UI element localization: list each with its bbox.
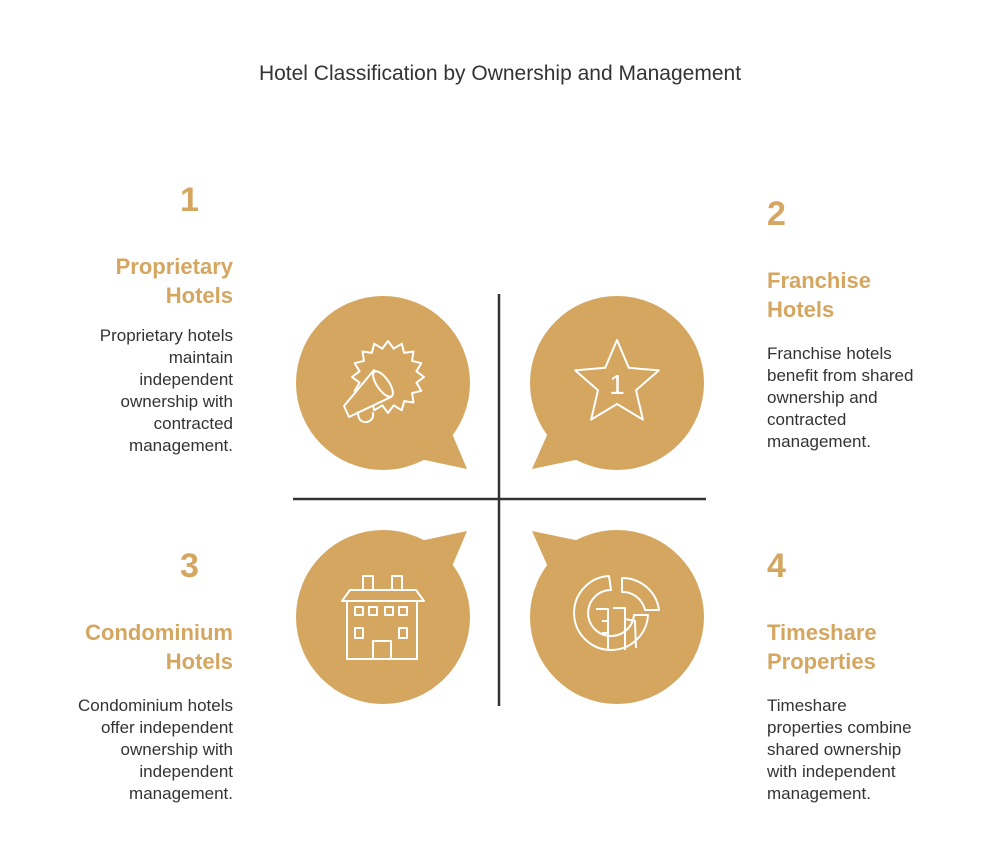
description-line: benefit from shared <box>767 366 914 385</box>
quadrant-3-heading-line-2: Hotels <box>165 649 233 674</box>
quadrant-1-heading <box>60 252 233 310</box>
description-line: Franchise hotels <box>767 344 892 363</box>
quadrant-3-description <box>30 695 233 805</box>
quadrant-4-heading <box>767 618 967 676</box>
svg-text:1: 1 <box>609 369 625 400</box>
quadrant-1-heading-line-2: Hotels <box>165 283 233 308</box>
quadrant-4-number: 4 <box>767 547 786 585</box>
description-line: management. <box>129 436 233 455</box>
quadrant-2-heading-line-2: Hotels <box>767 297 835 322</box>
quadrant-2-heading <box>767 266 967 324</box>
quadrant-3-number: 3 <box>180 547 199 585</box>
description-line: ownership with <box>120 740 233 759</box>
description-line: contracted <box>767 410 847 429</box>
description-line: Proprietary hotels <box>99 326 233 345</box>
quadrant-1-description <box>40 325 233 457</box>
quadrant-2-description <box>767 343 977 453</box>
quadrant-1-number: 1 <box>180 181 199 219</box>
description-line: management. <box>129 784 233 803</box>
description-line: independent <box>139 762 233 781</box>
description-line: management. <box>767 784 871 803</box>
quadrant-2-number: 2 <box>767 195 786 233</box>
quadrant-3-heading <box>40 618 233 676</box>
description-line: ownership and <box>767 388 878 407</box>
description-line: contracted <box>153 414 233 433</box>
description-line: management. <box>767 432 871 451</box>
description-line: Condominium hotels <box>78 696 233 715</box>
quadrant-4-heading-line-2: Properties <box>767 649 876 674</box>
bubble-4 <box>530 530 704 704</box>
description-line: shared ownership <box>767 740 902 759</box>
bubble-3 <box>296 530 470 704</box>
quadrant-2-heading-line-1: Franchise <box>767 268 871 293</box>
description-line: maintain <box>168 348 233 367</box>
description-line: properties combine <box>767 718 912 737</box>
quadrant-1-heading-line-1: Proprietary <box>115 254 233 279</box>
description-line: independent <box>139 370 233 389</box>
description-line: ownership with <box>120 392 233 411</box>
quadrant-4-description <box>767 695 977 805</box>
description-line: Timeshare <box>767 696 847 715</box>
description-line: with independent <box>767 762 896 781</box>
diagram-title: Hotel Classification by Ownership and Management <box>258 62 742 85</box>
quadrant-3-heading-line-1: Condominium <box>85 620 233 645</box>
quadrant-4-heading-line-1: Timeshare <box>767 620 877 645</box>
description-line: offer independent <box>100 718 233 737</box>
